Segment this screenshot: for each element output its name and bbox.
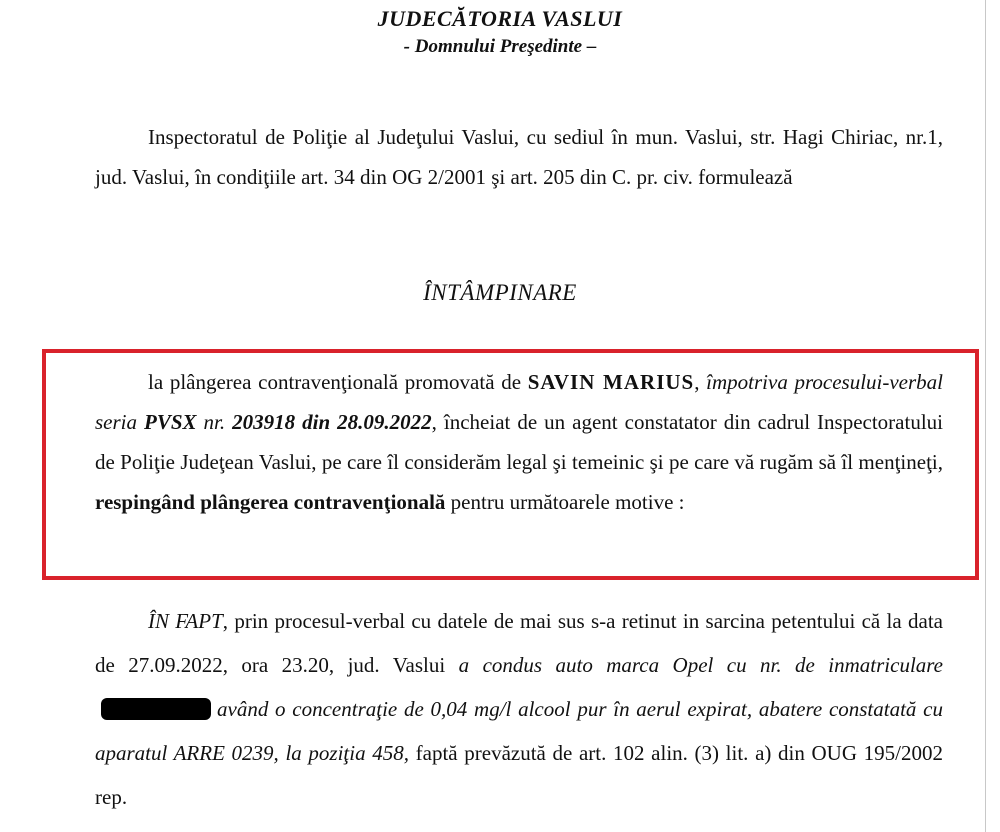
claim-text-6: pentru următoarele motive :	[445, 490, 685, 514]
facts-text-2: faptă prevăzută de art. 102 alin. (3) lit. a) din OUG 195/2002 rep.	[95, 741, 943, 809]
intro-paragraph: Inspectoratul de Poliţie al Judeţului Vaslui, cu sediul în mun. Vaslui, str. Hagi Chiriac, nr.1, jud. Vaslui, în condiţiile art. 34 din OG 2/2001 şi art. 205 din C. pr. civ. formulează	[95, 125, 943, 189]
document-title: ÎNTÂMPINARE	[423, 280, 577, 305]
claim-text-1: la plângerea contravenţională promovată de	[148, 370, 528, 394]
facts-text-1: , prin procesul-verbal cu datele de mai sus s-a retinut in sarcina petentului că la data de 27.09.2022, ora 23.20, jud. Vaslui	[95, 609, 943, 677]
report-series: PVSX	[144, 410, 197, 434]
claim-text-4: nr.	[196, 410, 233, 434]
claim-text-2: ,	[694, 370, 707, 394]
redacted-plate	[101, 698, 211, 720]
claim-text-3: împotriva procesului-verbal seria	[95, 370, 944, 434]
report-number-date: 203918 din 28.09.2022	[232, 410, 432, 434]
facts-lead: ÎN FAPT	[148, 609, 223, 633]
facts-italic-2: având o concentraţie de 0,04 mg/l alcool pur în aerul expirat, abatere constatată cu aparatul ARRE 0239, la poziţia 458,	[95, 697, 943, 765]
addressee: - Domnului Preşedinte –	[403, 36, 597, 57]
facts-italic-1: a condus auto marca Opel cu nr. de inmatriculare	[458, 653, 943, 677]
page-edge	[985, 0, 986, 832]
claim-text-5: , încheiat de un agent constatator din cadrul Inspectoratului de Poliţie Judeţean Vaslui, pe care îl considerăm legal şi temeinic şi pe care vă rugăm să îl menţineţi,	[95, 410, 943, 474]
petitioner-name: SAVIN MARIUS	[527, 370, 695, 394]
facts-paragraph	[95, 599, 943, 819]
claim-paragraph	[95, 362, 943, 522]
court-name: JUDECĂTORIA VASLUI	[377, 6, 623, 31]
claim-bold-request: respingând plângerea contravenţională	[95, 490, 446, 514]
